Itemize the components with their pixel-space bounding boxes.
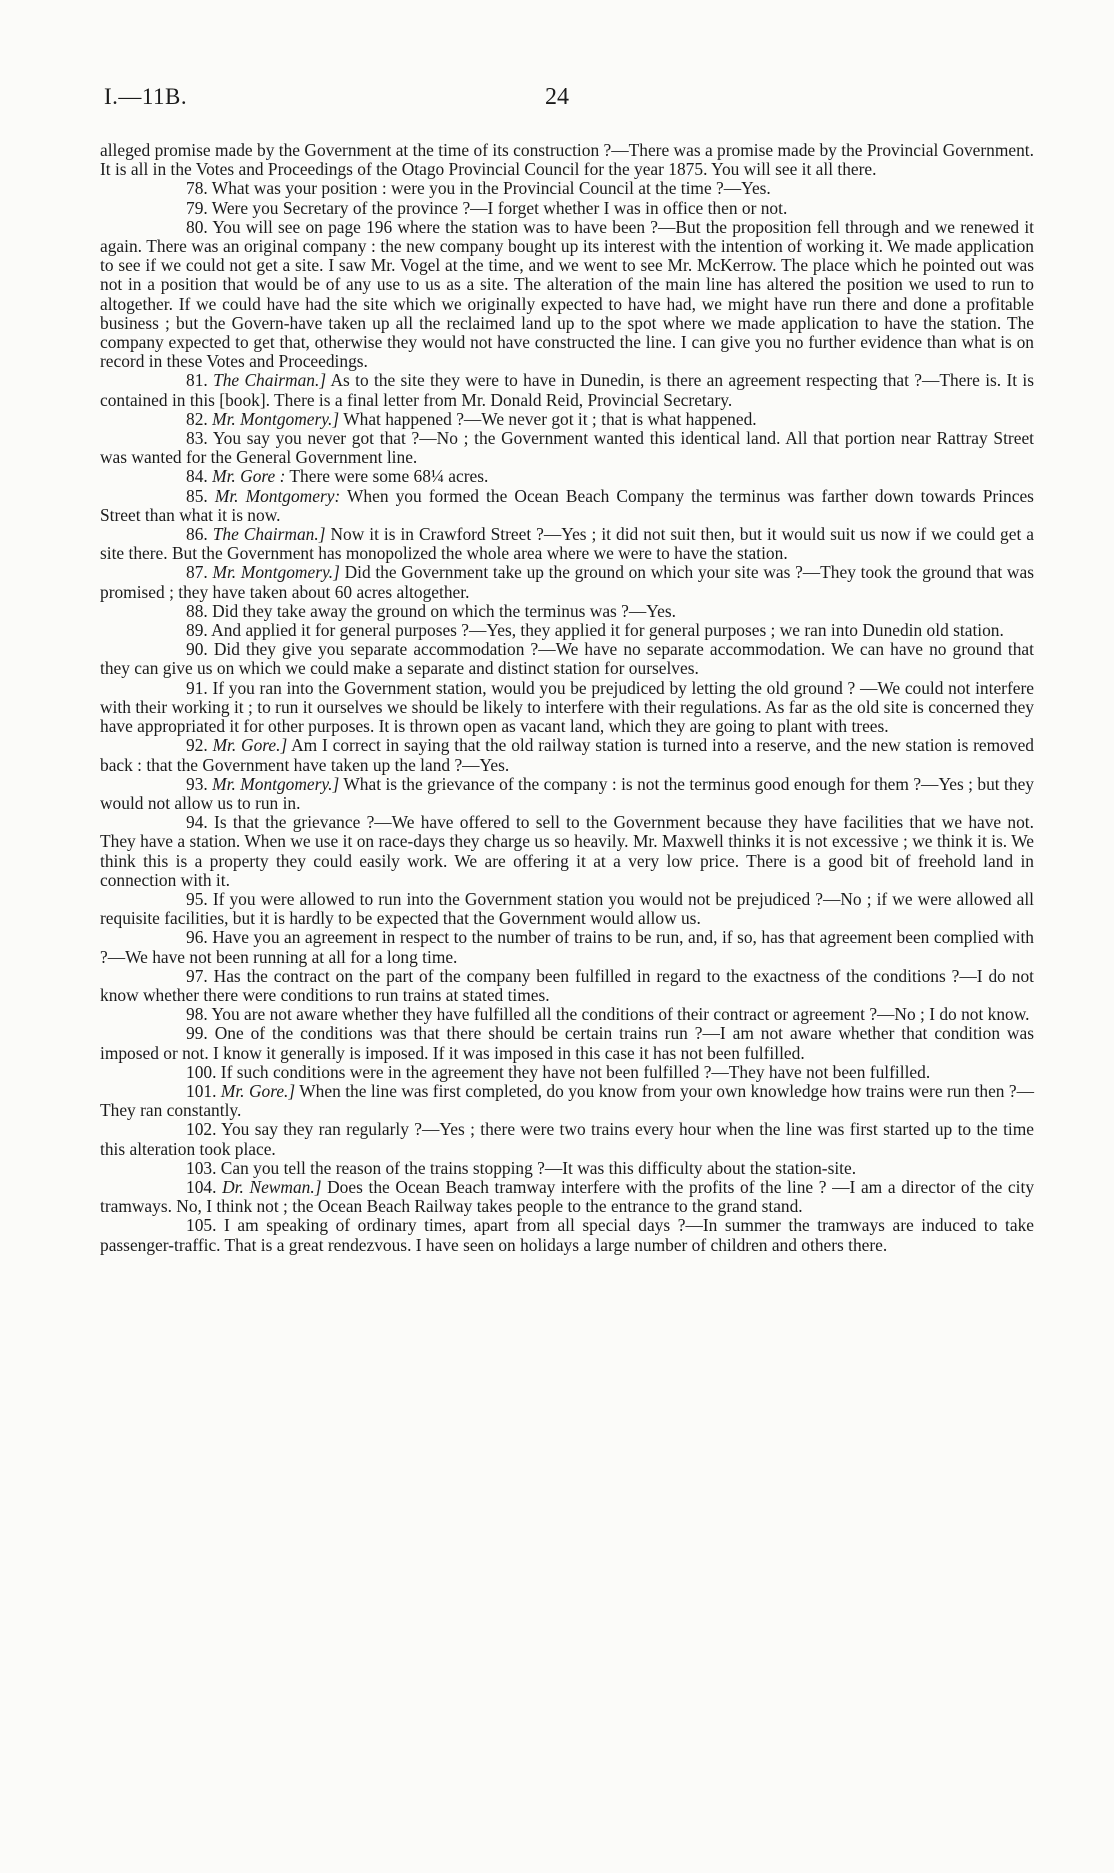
testimony-paragraph <box>100 1178 1034 1216</box>
question-number: 80. <box>186 216 208 237</box>
testimony-paragraph <box>100 890 1034 928</box>
paragraph-text: Have you an agreement in respect to the number of trains to be run, and, if so, has that agreement been complied with ?—We have not been running at all for a long time. <box>100 927 1034 967</box>
paragraph-text: When you formed the Ocean Beach Company the terminus was farther down towards Princes Street than what it is now. <box>100 485 1034 525</box>
testimony-paragraph <box>100 141 1034 179</box>
paragraph-text: There were some 68¼ acres. <box>289 466 489 487</box>
testimony-paragraph <box>100 525 1034 563</box>
question-number: 91. <box>186 677 208 698</box>
question-number: 105. <box>186 1215 217 1236</box>
testimony-paragraph <box>100 563 1034 601</box>
question-number: 95. <box>186 888 208 909</box>
paragraph-text: Were you Secretary of the province ?—I forget whether I was in office then or not. <box>211 197 788 218</box>
testimony-paragraph <box>100 1005 1034 1024</box>
testimony-paragraph <box>100 467 1034 486</box>
paragraph-text: alleged promise made by the Government at the time of its construction ?—There was a promise made by the Provincial Government. It is all in the Votes and Proceedings of the Otago Provincial Council for the year 1875. You will see it all there. <box>100 140 1034 180</box>
speaker-name: Mr. Gore.] <box>220 1080 296 1101</box>
paragraph-text: You will see on page 196 where the station was to have been ?—But the proposition fell through and we renewed it again. There was an original company : the new company bought up its interest with the intention of working it. We made application to see if we could not get a site. I saw Mr. Vogel at the time, and we went to see Mr. McKerrow. The place which he pointed out was not in a position that would be of any use to us as a site. The alteration of the main line has altered the position we used to run to altogether. If we could have had the site which we originally expected to have had, we might have run there and done a profitable business ; but the Govern-have taken up all the reclaimed land up to the spot where we made application to have the station. The company expected to get that, otherwise they would not have constructed the line. I can give you no further evidence than what is on record in these Votes and Proceedings. <box>100 216 1034 372</box>
question-number: 83. <box>186 428 208 449</box>
paragraph-text: Has the contract on the part of the company been fulfilled in regard to the exactness of the conditions ?—I do not know whether there were conditions to run trains at stated times. <box>100 965 1034 1005</box>
question-number: 97. <box>186 965 208 986</box>
question-number: 94. <box>186 812 208 833</box>
testimony-paragraph <box>100 218 1034 372</box>
paragraph-text: One of the conditions was that there should be certain trains run ?—I am not aware whether that condition was imposed or not. I know it generally is imposed. If it was imposed in this case it has not been fulfilled. <box>100 1023 1034 1063</box>
document-body <box>100 141 1034 1255</box>
question-number: 98. <box>186 1004 208 1025</box>
testimony-paragraph <box>100 1159 1034 1178</box>
testimony-paragraph <box>100 410 1034 429</box>
paragraph-text: When the line was first completed, do you know from your own knowledge how trains were run then ?—They ran constantly. <box>100 1080 1034 1121</box>
question-number: 81. <box>186 370 208 391</box>
question-number: 87. <box>186 562 208 583</box>
testimony-paragraph <box>100 602 1034 621</box>
speaker-name: Mr. Montgomery.] <box>212 773 340 794</box>
question-number: 88. <box>186 600 208 621</box>
testimony-paragraph <box>100 179 1034 198</box>
speaker-name: Mr. Montgomery.] <box>212 408 340 429</box>
question-number: 78. <box>186 178 208 199</box>
paragraph-text: I am speaking of ordinary times, apart from all special days ?—In summer the tramways are induced to take passenger-traffic. That is a great rendezvous. I have seen on holidays a large number of children and others there. <box>100 1215 1034 1255</box>
testimony-paragraph <box>100 1024 1034 1062</box>
testimony-paragraph <box>100 487 1034 525</box>
paragraph-text: Can you tell the reason of the trains stopping ?—It was this difficulty about the station-site. <box>220 1157 857 1178</box>
testimony-paragraph <box>100 371 1034 409</box>
speaker-name: Mr. Montgomery.] <box>212 562 340 583</box>
testimony-paragraph <box>100 813 1034 890</box>
testimony-paragraph <box>100 429 1034 467</box>
question-number: 102. <box>186 1119 217 1140</box>
testimony-paragraph <box>100 679 1034 737</box>
paragraph-text: Did they give you separate accommodation ?—We have no separate accommodation. We can have no ground that they can give us on which we could make a separate and distinct station for ourselves. <box>100 639 1034 679</box>
paragraph-text: And applied it for general purposes ?—Yes, they applied it for general purposes ; we ran into Dunedin old station. <box>211 620 1004 641</box>
paragraph-text: Am I correct in saying that the old railway station is turned into a reserve, and the new station is removed back : that the Government have taken up the land ?—Yes. <box>100 735 1034 775</box>
question-number: 92. <box>186 735 208 756</box>
testimony-paragraph <box>100 775 1034 813</box>
speaker-name: Mr. Gore : <box>212 466 286 487</box>
question-number: 101. <box>186 1080 217 1101</box>
testimony-paragraph <box>100 736 1034 774</box>
testimony-paragraph <box>100 621 1034 640</box>
paragraph-text: What is the grievance of the company : is not the terminus good enough for them ?—Yes ; but they would not allow us to run in. <box>100 773 1034 813</box>
testimony-paragraph <box>100 1082 1034 1120</box>
testimony-paragraph <box>100 1216 1034 1254</box>
paragraph-text: Did they take away the ground on which the terminus was ?—Yes. <box>212 600 676 621</box>
question-number: 84. <box>186 466 208 487</box>
testimony-paragraph <box>100 928 1034 966</box>
question-number: 85. <box>186 485 208 506</box>
question-number: 90. <box>186 639 208 660</box>
paragraph-text: Does the Ocean Beach tramway interfere with the profits of the line ? —I am a director of the city tramways. No, I think not ; the Ocean Beach Railway takes people to the entrance to the grand stand. <box>100 1176 1035 1217</box>
question-number: 79. <box>186 197 208 218</box>
page-header <box>98 84 1016 120</box>
paragraph-text: What was your position : were you in the Provincial Council at the time ?—Yes. <box>211 178 771 199</box>
testimony-paragraph <box>100 967 1034 1005</box>
page-number: 24 <box>545 84 569 110</box>
question-number: 100. <box>186 1061 217 1082</box>
question-number: 96. <box>186 927 208 948</box>
paragraph-text: Did the Government take up the ground on which your site was ?—They took the ground that was promised ; they have taken about 60 acres altogether. <box>100 562 1034 602</box>
question-number: 89. <box>186 620 208 641</box>
speaker-name: The Chairman.] <box>212 524 326 545</box>
paragraph-text: You say you never got that ?—No ; the Government wanted this identical land. All that portion near Rattray Street was wanted for the General Government line. <box>100 428 1034 468</box>
testimony-paragraph <box>100 199 1034 218</box>
testimony-paragraph <box>100 1120 1034 1158</box>
paragraph-text: Is that the grievance ?—We have offered to sell to the Government because they have facilities that we have not. They have a station. When we use it on race-days they charge us so heavily. Mr. Maxwell thinks it is not excessive ; we think it is. We think this is a property they could easily work. We are offering it at a very low price. There is a good bit of freehold land in connection with it. <box>100 812 1034 890</box>
testimony-paragraph <box>100 640 1034 678</box>
question-number: 93. <box>186 773 208 794</box>
question-number: 104. <box>186 1176 217 1197</box>
speaker-name: Mr. Gore.] <box>212 735 288 756</box>
question-number: 99. <box>186 1023 208 1044</box>
question-number: 86. <box>186 524 208 545</box>
paragraph-text: If you were allowed to run into the Government station you would not be prejudiced ?—No ; if we were allowed all requisite facilities, but it is hardly to be expected that the Government would allow us. <box>100 888 1034 929</box>
paragraph-text: What happened ?—We never got it ; that is what happened. <box>343 408 757 429</box>
speaker-name: Dr. Newman.] <box>222 1176 322 1197</box>
question-number: 103. <box>186 1157 217 1178</box>
paragraph-text: You are not aware whether they have fulfilled all the conditions of their contract or agreement ?—No ; I do not know. <box>211 1004 1030 1025</box>
speaker-name: The Chairman.] <box>213 370 327 391</box>
section-reference: I.—11B. <box>104 84 188 109</box>
paragraph-text: If such conditions were in the agreement they have not been fulfilled ?—They have not been fulfilled. <box>220 1061 931 1082</box>
paragraph-text: You say they ran regularly ?—Yes ; there were two trains every hour when the line was first started up to the time this alteration took place. <box>100 1119 1035 1159</box>
paragraph-text: As to the site they were to have in Dunedin, is there an agreement respecting that ?—There is. It is contained in this [book]. There is a final letter from Mr. Donald Reid, Provincial Secretary. <box>100 370 1034 410</box>
speaker-name: Mr. Montgomery: <box>214 485 341 506</box>
testimony-paragraph <box>100 1063 1034 1082</box>
question-number: 82. <box>186 408 208 429</box>
paragraph-text: Now it is in Crawford Street ?—Yes ; it did not suit then, but it would suit us now if we could get a site there. But the Government has monopolized the whole area where we were to have the station. <box>100 524 1034 564</box>
paragraph-text: If you ran into the Government station, would you be prejudiced by letting the old ground ? —We could not interfere with their working it ; to run it ourselves we should be likely to interfere with their regulations. As far as the old site is concerned they have appropriated it for other purposes. It is thrown open as vacant land, which they are going to plant with trees. <box>100 677 1034 737</box>
